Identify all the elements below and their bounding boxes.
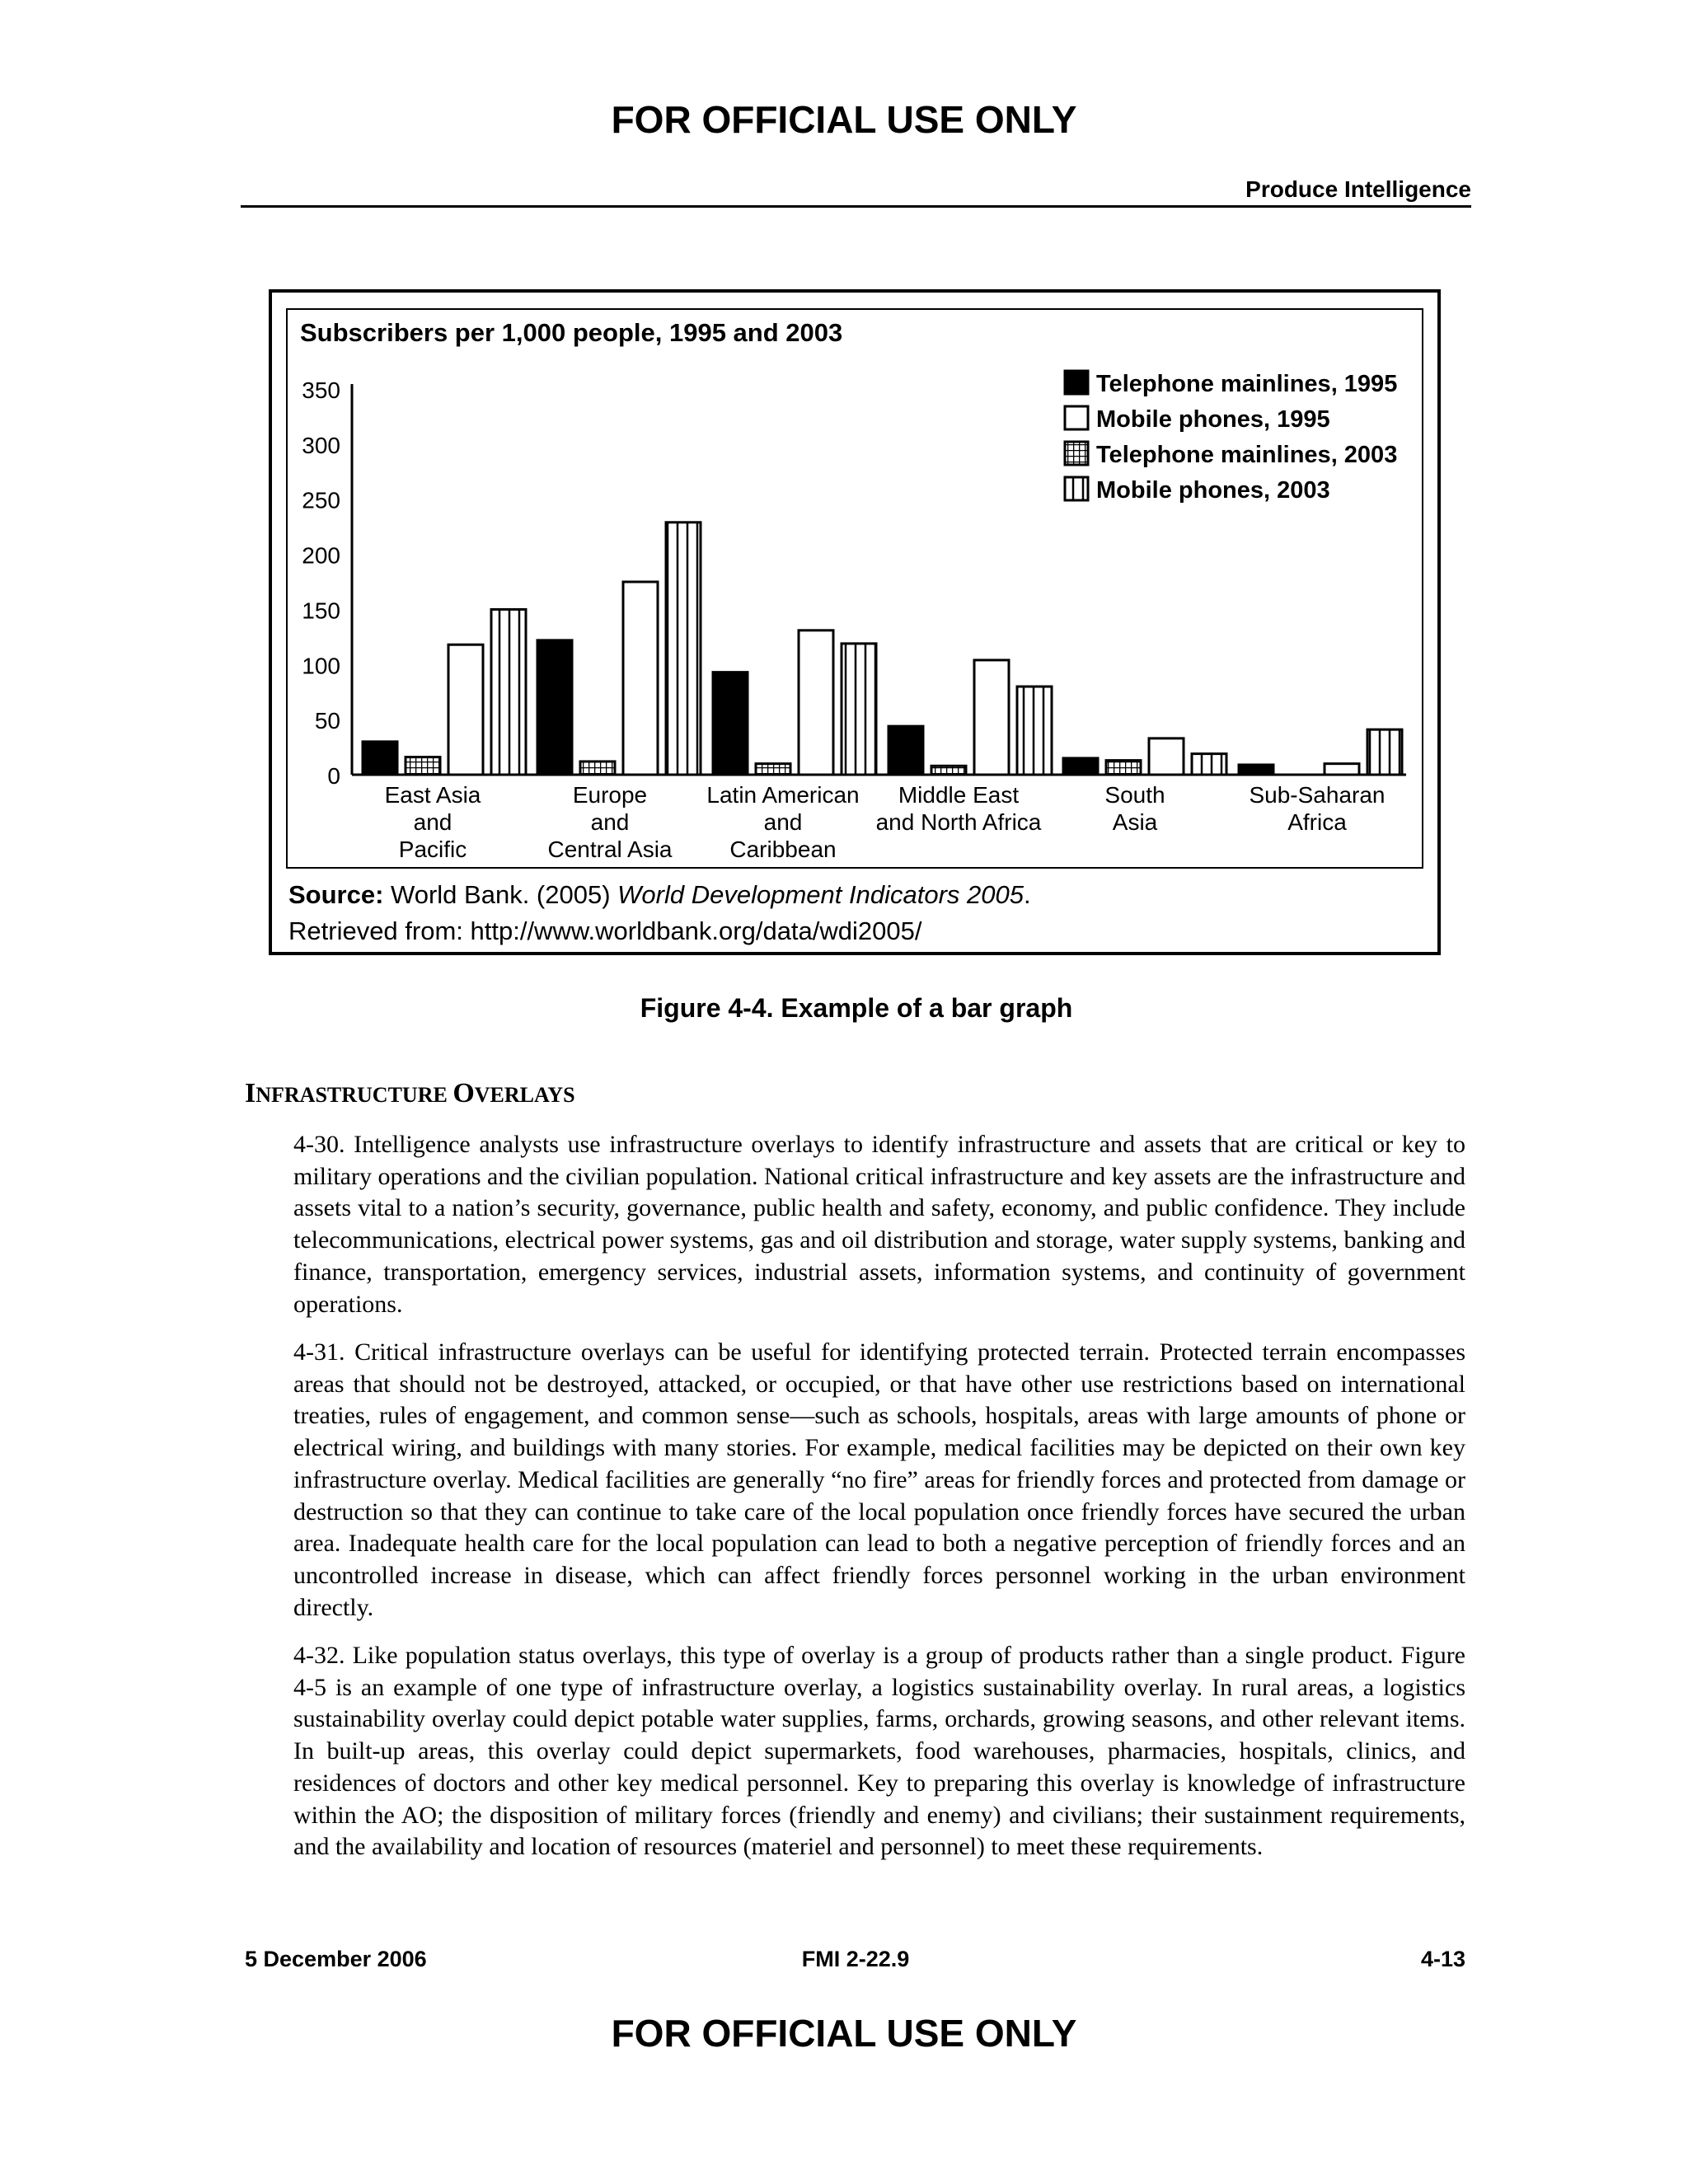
legend-label: Mobile phones, 2003 [1096, 477, 1330, 504]
y-tick-label: 150 [302, 598, 340, 624]
heading-rest-2: VERLAYS [474, 1083, 575, 1107]
category-label: East Asia [384, 782, 481, 808]
legend-label: Telephone mainlines, 2003 [1096, 442, 1398, 468]
source-label: Source: [288, 880, 384, 909]
paragraph-4-32: 4-32. Like population status overlays, this type of overlay is a group of products rather than a single product. Figure 4-5 is an example of one type of infrastructure overlay, a logistics sustainability overlay. In rural areas, a logistics sustainability overlay could depict potable water supplies, farms, orchards, growing seasons, and other relevant items. In built-up areas, this overlay could depict supermarkets, food warehouses, pharmacies, hospitals, clinics, and residences of doctors and other key medical personnel. Key to preparing this overlay is knowledge of infrastructure within the AO; the disposition of military forces (friendly and enemy) and civilians; their sustainment requirements, and the availability and location of resources (materiel and personnel) to meet these requirements. [293, 1642, 1465, 1861]
bar-solid [363, 742, 397, 775]
category-label: Middle East [898, 782, 1020, 808]
bar-vstripe [666, 523, 701, 775]
bar-vstripe [842, 644, 876, 775]
source-url: Retrieved from: http://www.worldbank.org/data/wdi2005/ [288, 916, 922, 945]
category-labels [385, 782, 1386, 862]
legend-swatch-empty [1065, 406, 1088, 429]
y-tick-label: 350 [302, 377, 340, 403]
y-tick-label: 300 [302, 432, 340, 458]
paragraph-4-30: 4-30. Intelligence analysts use infrastructure overlays to identify infrastructure and assets that are critical or key to military operations and the civilian population. National critical infrastructure and key assets are the infrastructure and assets vital to a nation’s security, governance, public health and safety, economy, and public confidence. They include telecommunications, electrical power systems, gas and oil distribution and storage, water supply systems, banking and finance, transportation, emergency services, industrial assets, information systems, and continuity of government operations. [293, 1131, 1465, 1318]
legend-swatch-vstripe [1065, 477, 1088, 500]
legend-swatch-solid [1065, 371, 1088, 394]
category-label: Asia [1112, 809, 1158, 835]
bars-layer [363, 523, 1402, 775]
bar-vstripe [1367, 729, 1402, 775]
bar-grid [931, 766, 966, 775]
legend-label: Telephone mainlines, 1995 [1096, 371, 1398, 397]
running-head: Produce Intelligence [1245, 176, 1471, 202]
bar-empty [974, 660, 1009, 775]
bar-grid [580, 762, 615, 775]
bar-solid [1063, 758, 1098, 775]
category-label: South [1104, 782, 1165, 808]
bar-grid [406, 757, 440, 775]
footer-doc-number: FMI 2-22.9 [801, 1947, 910, 1971]
bar-vstripe [491, 609, 526, 775]
bar-empty [799, 630, 833, 775]
category-label: Central Asia [547, 837, 673, 862]
bar-solid [889, 726, 923, 775]
y-tick-label: 100 [302, 653, 340, 679]
bar-vstripe [1017, 687, 1052, 775]
y-tick-label: 250 [302, 487, 340, 513]
paragraph-4-31: 4-31. Critical infrastructure overlays can be useful for identifying protected terrain. Protected terrain encompasses areas that should not be destroyed, attacked, or occupied, or that have other use restrictions based on international treaties, rules of engagement, and common sense—such as schools, hospitals, areas with large amounts of phone or electrical wiring, and buildings with many stories. For example, medical facilities may be depicted on their own key infrastructure overlay. Medical facilities are generally “no fire” areas for friendly forces and protected from damage or destruction so that they can continue to take care of the local population once friendly forces have secured the urban area. Inadequate health care for the local population can lead to both a negative perception of friendly forces and an uncontrolled increase in disease, which can affect friendly forces personnel working in the urban environment directly. [293, 1338, 1465, 1621]
source-text: World Bank. (2005) [383, 880, 618, 909]
footer-page-number: 4-13 [1420, 1947, 1465, 1971]
bar-grid [1106, 761, 1141, 775]
bar-vstripe [1192, 754, 1226, 775]
footer-date: 5 December 2006 [245, 1947, 427, 1971]
heading-cap-1: I [245, 1078, 256, 1108]
legend [1065, 371, 1397, 504]
bar-empty [448, 644, 483, 775]
source-end: . [1023, 880, 1031, 909]
source-title: World Development Indicators 2005 [617, 880, 1024, 909]
section-heading [245, 1078, 575, 1109]
y-tick-label: 50 [314, 708, 340, 734]
bar-grid [756, 764, 790, 775]
category-label: Europe [572, 782, 648, 808]
bar-solid [537, 640, 572, 775]
y-tick-label: 0 [327, 763, 340, 789]
security-marking-top: FOR OFFICIAL USE ONLY [611, 98, 1077, 141]
category-label: and [413, 809, 452, 835]
category-label: Pacific [398, 837, 467, 862]
bar-solid [1239, 765, 1273, 775]
category-label: Caribbean [729, 837, 837, 862]
bar-solid [713, 673, 748, 775]
heading-rest-1: NFRASTRUCTURE [256, 1083, 453, 1107]
bar-empty [623, 582, 658, 775]
figure-caption: Figure 4-4. Example of a bar graph [640, 993, 1073, 1023]
category-label: and North Africa [875, 809, 1042, 835]
legend-label: Mobile phones, 1995 [1096, 406, 1330, 433]
bar-chart [0, 0, 1688, 989]
category-label: Latin American [706, 782, 860, 808]
bar-empty [1325, 764, 1359, 775]
security-marking-bottom: FOR OFFICIAL USE ONLY [611, 2012, 1077, 2055]
y-tick-label: 200 [302, 542, 340, 569]
heading-cap-2: O [452, 1078, 475, 1108]
bar-empty [1149, 738, 1184, 775]
legend-swatch-grid [1065, 442, 1088, 465]
chart-title: Subscribers per 1,000 people, 1995 and 2003 [300, 318, 843, 347]
figure-source [288, 877, 1031, 949]
category-label: and [763, 809, 803, 835]
category-label: Sub-Saharan [1249, 782, 1386, 808]
category-label: and [590, 809, 630, 835]
category-label: Africa [1287, 809, 1347, 835]
